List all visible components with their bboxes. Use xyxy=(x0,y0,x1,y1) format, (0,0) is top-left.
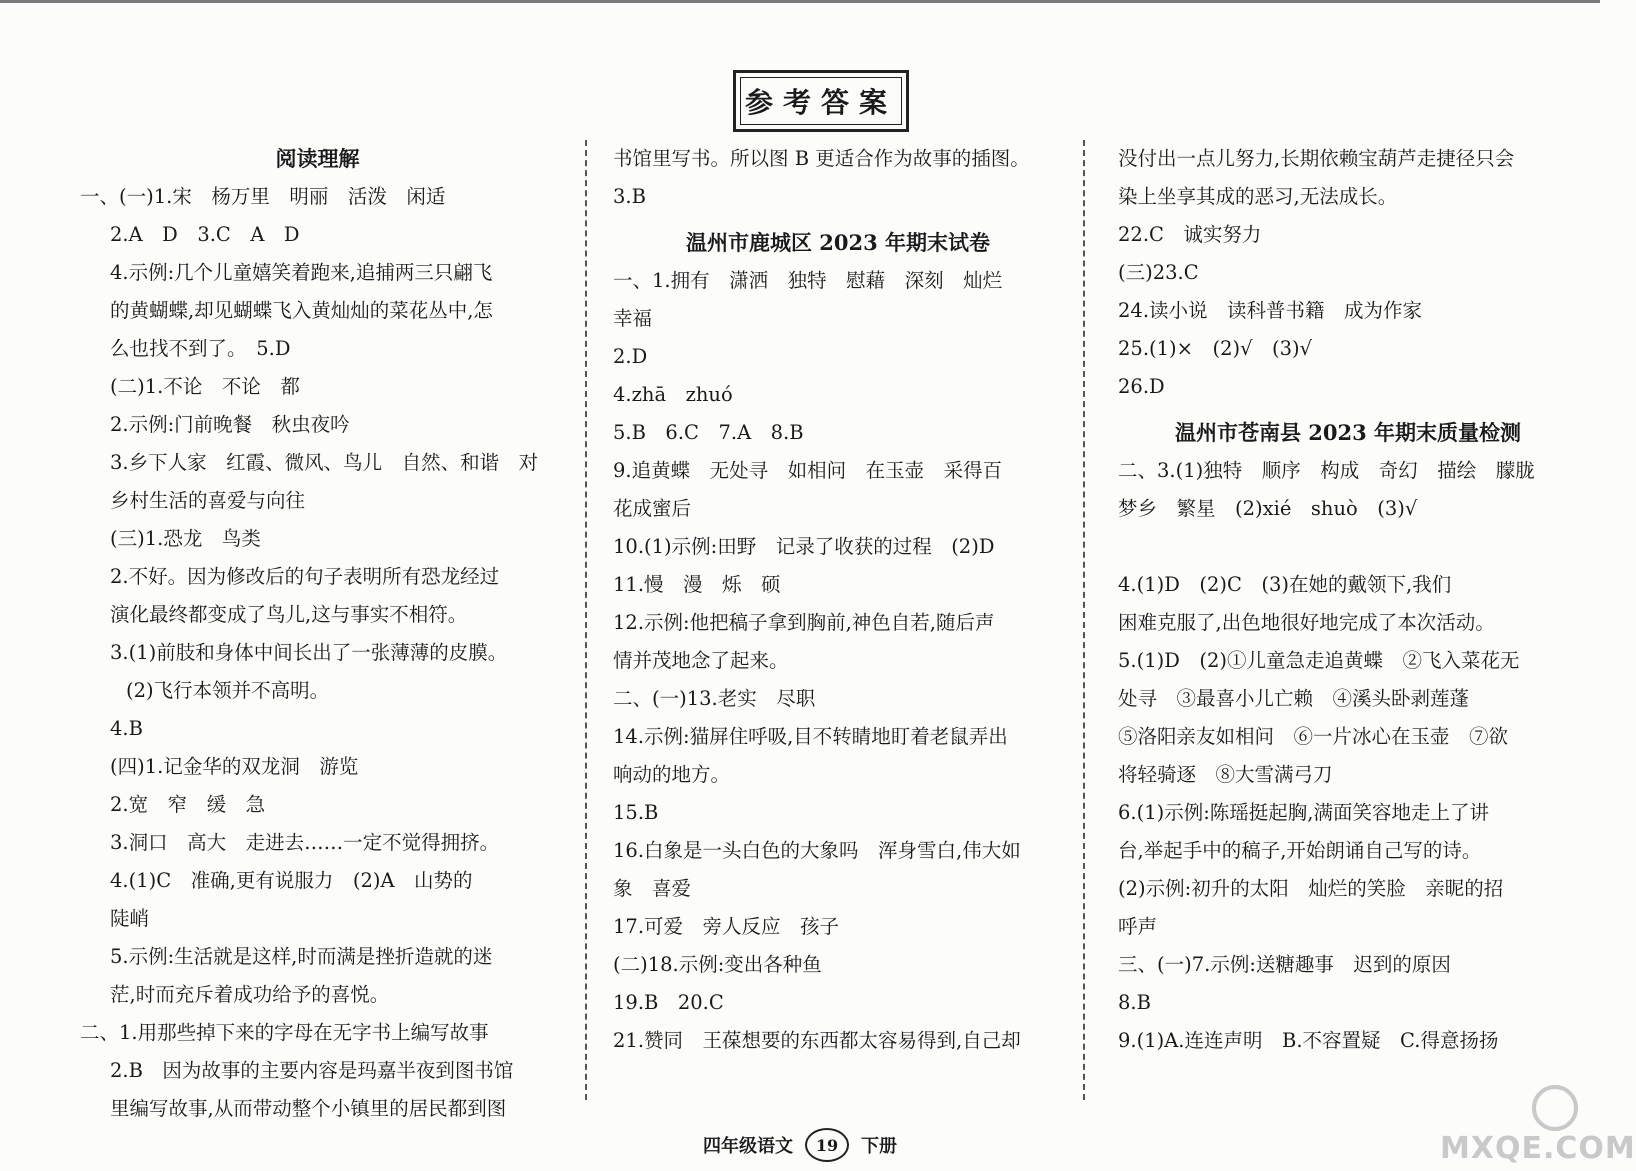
answer-line: 17.可爱 旁人反应 孩子 xyxy=(613,915,840,938)
answer-line: 12.示例:他把稿子拿到胸前,神色自若,随后声 xyxy=(613,611,995,634)
answer-line: 9.(1)A.连连声明 B.不容置疑 C.得意扬扬 xyxy=(1118,1029,1499,1052)
footer-subject: 四年级语文 xyxy=(703,1136,793,1157)
answer-line: 8.B xyxy=(1118,991,1151,1014)
answer-line: 5.示例:生活就是这样,时而满是挫折造就的迷 xyxy=(110,945,493,968)
answer-line: 呼声 xyxy=(1118,915,1158,938)
answer-line: (二)1.不论 不论 都 xyxy=(110,375,300,398)
answer-line: 5.B 6.C 7.A 8.B xyxy=(613,421,804,444)
answer-line: 2.A D 3.C A D xyxy=(110,223,300,246)
column-3 xyxy=(1118,140,1578,1060)
section-heading: 温州市苍南县 2023 年期末质量检测 xyxy=(1174,420,1522,445)
answer-line: 2.D xyxy=(613,345,648,368)
column-divider xyxy=(585,140,587,1100)
answer-line: 16.白象是一头白色的大象吗 浑身雪白,伟大如 xyxy=(613,839,1021,862)
answer-line: 4.(1)D (2)C (3)在她的戴领下,我们 xyxy=(1118,573,1452,596)
answer-line: 陡峭 xyxy=(110,907,150,930)
answer-line: 乡村生活的喜爱与向往 xyxy=(110,489,306,512)
answer-line: 14.示例:猫屏住呼吸,目不转睛地盯着老鼠弄出 xyxy=(613,725,1008,748)
answer-line: 2.宽 窄 缓 急 xyxy=(110,793,266,816)
answer-line: 幸福 xyxy=(613,307,653,330)
answer-line: 3.B xyxy=(613,185,646,208)
answer-line: 茫,时而充斥着成功给予的喜悦。 xyxy=(110,983,390,1006)
answer-line: ⑤洛阳亲友如相问 ⑥一片冰心在玉壶 ⑦欲 xyxy=(1118,725,1509,748)
footer-volume: 下册 xyxy=(861,1136,897,1157)
answer-line: 25.(1)× (2)√ (3)√ xyxy=(1118,337,1313,360)
answer-line: 6.(1)示例:陈瑶挺起胸,满面笑容地走上了讲 xyxy=(1118,801,1489,824)
answer-line: 3.(1)前肢和身体中间长出了一张薄薄的皮膜。 xyxy=(110,641,508,664)
answer-line: 台,举起手中的稿子,开始朗诵自己写的诗。 xyxy=(1118,839,1482,862)
answer-line: 3.乡下人家 红霞、微风、鸟儿 自然、和谐 对 xyxy=(110,451,539,474)
answer-line: (三)23.C xyxy=(1118,261,1199,284)
column-1 xyxy=(80,140,555,1128)
page-number: 19 xyxy=(805,1128,849,1162)
answer-line: 将轻骑逐 ⑧大雪满弓刀 xyxy=(1118,763,1333,786)
watermark xyxy=(1420,1085,1636,1166)
answer-line: 4.B xyxy=(110,717,143,740)
section-heading: 阅读理解 xyxy=(275,146,360,171)
answer-line: 梦乡 繁星 (2)xié shuò (3)√ xyxy=(1118,497,1418,520)
answer-line: 二、(一)13.老实 尽职 xyxy=(613,687,816,710)
section-heading: 温州市鹿城区 2023 年期末试卷 xyxy=(685,230,991,255)
watermark-text: MXQE.COM xyxy=(1440,1131,1636,1166)
page-title: 参考答案 xyxy=(740,77,902,125)
answer-line: 19.B 20.C xyxy=(613,991,724,1014)
answer-line: 演化最终都变成了鸟儿,这与事实不相符。 xyxy=(110,603,468,626)
column-divider xyxy=(1083,140,1085,1100)
page-footer xyxy=(0,1125,1600,1165)
answer-line: 书馆里写书。所以图 B 更适合作为故事的插图。 xyxy=(613,147,1030,170)
answer-line: (三)1.恐龙 鸟类 xyxy=(110,527,261,550)
answer-line: 象 喜爱 xyxy=(613,877,692,900)
answer-line: 9.追黄蝶 无处寻 如相问 在玉壶 采得百 xyxy=(613,459,1003,482)
answer-line: 情并茂地念了起来。 xyxy=(613,649,789,672)
answer-line: 么也找不到了。 5.D xyxy=(110,337,291,360)
answer-line: 花成蜜后 xyxy=(613,497,692,520)
answer-line: (四)1.记金华的双龙洞 游览 xyxy=(110,755,359,778)
answer-line: 4.zhā zhuó xyxy=(613,383,733,406)
answer-line: 21.赞同 王葆想要的东西都太容易得到,自己却 xyxy=(613,1029,1021,1052)
answer-line: 26.D xyxy=(1118,375,1165,398)
answer-line: 三、(一)7.示例:送糖趣事 迟到的原因 xyxy=(1118,953,1451,976)
answer-line: 24.读小说 读科普书籍 成为作家 xyxy=(1118,299,1423,322)
answer-line: 一、(一)1.宋 杨万里 明丽 活泼 闲适 xyxy=(80,185,446,208)
answer-line: 11.慢 漫 烁 硕 xyxy=(613,573,781,596)
answer-line: 4.示例:几个儿童嬉笑着跑来,追捕两三只翩飞 xyxy=(110,261,493,284)
answer-title-box xyxy=(733,70,909,132)
answer-line: (二)18.示例:变出各种鱼 xyxy=(613,953,822,976)
answer-line: 处寻 ③最喜小儿亡赖 ④溪头卧剥莲蓬 xyxy=(1118,687,1470,710)
answer-line: 15.B xyxy=(613,801,659,824)
answer-line: 2.B 因为故事的主要内容是玛嘉半夜到图书馆 xyxy=(110,1059,514,1082)
answer-line: 没付出一点儿努力,长期依赖宝葫芦走捷径只会 xyxy=(1118,147,1515,170)
answer-line: 响动的地方。 xyxy=(613,763,731,786)
answer-line: 4.(1)C 准确,更有说服力 (2)A 山势的 xyxy=(110,869,473,892)
answer-line: 5.(1)D (2)①儿童急走追黄蝶 ②飞入菜花无 xyxy=(1118,649,1520,672)
answer-line: 3.洞口 高大 走进去……一定不觉得拥挤。 xyxy=(110,831,500,854)
answer-line xyxy=(1118,528,1578,566)
answer-line: 困难克服了,出色地很好地完成了本次活动。 xyxy=(1118,611,1495,634)
answer-line: 一、1.拥有 潇洒 独特 慰藉 深刻 灿烂 xyxy=(613,269,1003,292)
answer-line: 的黄蝴蝶,却见蝴蝶飞入黄灿灿的菜花丛中,怎 xyxy=(110,299,493,322)
answer-line: 2.不好。因为修改后的句子表明所有恐龙经过 xyxy=(110,565,500,588)
answer-line: 10.(1)示例:田野 记录了收获的过程 (2)D xyxy=(613,535,995,558)
answer-line: 里编写故事,从而带动整个小镇里的居民都到图 xyxy=(110,1097,507,1120)
answer-line: 二、1.用那些掉下来的字母在无字书上编写故事 xyxy=(80,1021,489,1044)
answer-line: (2)飞行本领并不高明。 xyxy=(126,679,330,702)
answer-line: 染上坐享其成的恶习,无法成长。 xyxy=(1118,185,1398,208)
answer-line: 2.示例:门前晚餐 秋虫夜吟 xyxy=(110,413,350,436)
answer-line: (2)示例:初升的太阳 灿烂的笑脸 亲昵的招 xyxy=(1118,877,1504,900)
top-border xyxy=(0,0,1600,3)
watermark-logo-icon xyxy=(1532,1085,1578,1131)
answer-line: 22.C 诚实努力 xyxy=(1118,223,1262,246)
column-2 xyxy=(613,140,1063,1060)
answer-line: 二、3.(1)独特 顺序 构成 奇幻 描绘 朦胧 xyxy=(1118,459,1535,482)
